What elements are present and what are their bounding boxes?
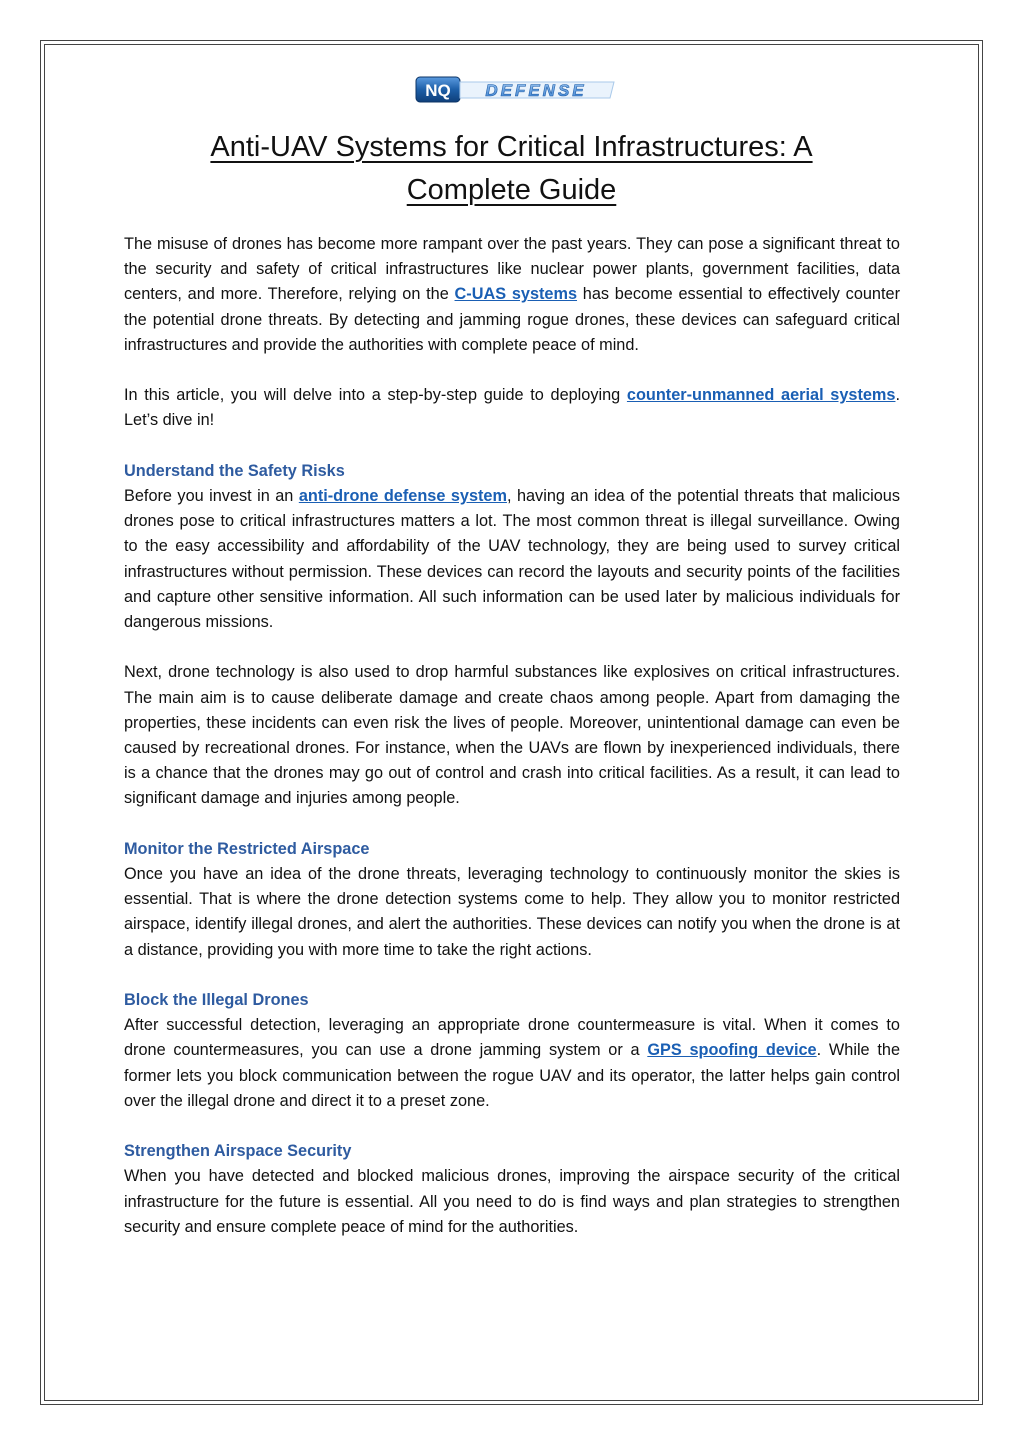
page-title xyxy=(120,126,903,212)
logo-word-text: DEFENSE xyxy=(485,81,587,100)
intro-p2-text-end: . Let’s dive in! xyxy=(124,386,900,430)
safety-risks-paragraph-2: Next, drone technology is also used to drop harmful substances like explosives on critical infrastructures. The main aim is to cause deliberate damage and create chaos among people. Apart from damaging the properties, these incidents can even risk the lives of people. Moreover, unintentional damage can even be caused by recreational drones. For instance, when the UAVs are flown by inexperienced individuals, there is a chance that the drones may go out of control and crash into critical facilities. As a result, it can lead to significant damage and injuries among people. xyxy=(124,663,900,808)
article-body xyxy=(124,232,900,1240)
title-line-2: Complete Guide xyxy=(406,174,617,206)
section-heading-safety-risks: Understand the Safety Risks xyxy=(124,461,345,480)
strengthen-security-paragraph: When you have detected and blocked malicious drones, improving the airspace security of the critical infrastructure for the future is essential. All you need to do is find ways and plan strategies to strengthen security and ensure complete peace of mind for the authorities. xyxy=(124,1167,900,1236)
safety-p1-text-end: , having an idea of the potential threats that malicious drones pose to critical infrastructures matters a lot. The most common threat is illegal surveillance. Owing to the easy accessibility and affordability of the UAV technology, they are being used to survey critical infrastructures without permission. These devices can record the layouts and security points of the facilities and capture other sensitive information. All such information can be used later by malicious individuals for dangerous missions. xyxy=(124,487,900,632)
monitor-airspace-paragraph: Once you have an idea of the drone threats, leveraging technology to continuously monitor the skies is essential. That is where the drone detection systems come to help. They allow you to monitor restricted airspace, identify illegal drones, and alert the authorities. These devices can notify you when the drone is at a distance, providing you with more time to take the right actions. xyxy=(124,865,900,959)
section-heading-strengthen-security: Strengthen Airspace Security xyxy=(124,1142,352,1161)
intro-p1-text: The misuse of drones has become more rampant over the past years. They can pose a significant threat to the security and safety of critical infrastructures like nuclear power plants, government facilities, data centers, and more. Therefore, relying on the xyxy=(124,235,900,304)
link-counter-unmanned-aerial-systems[interactable]: counter-unmanned aerial systems xyxy=(626,386,896,405)
intro-p2-text: In this article, you will delve into a step-by-step guide to deploying xyxy=(124,386,627,405)
safety-risks-paragraph-1 xyxy=(124,484,900,635)
block-p1-text: After successful detection, leveraging an appropriate drone countermeasure is vital. When it comes to drone countermeasures, you can use a drone jamming system or a xyxy=(124,1016,900,1060)
safety-p1-text: Before you invest in an xyxy=(124,487,299,505)
block-drones-paragraph xyxy=(124,1013,900,1114)
intro-p1-text-end: has become essential to effectively counter the potential drone threats. By detecting and jamming rogue drones, these devices can safeguard critical infrastructures and provide the authorities with complete peace of mind. xyxy=(124,285,900,354)
intro-paragraph-1 xyxy=(124,232,900,358)
link-gps-spoofing-device[interactable]: GPS spoofing device xyxy=(647,1041,817,1060)
link-c-uas-systems[interactable]: C-UAS systems xyxy=(454,285,578,304)
nq-defense-logo xyxy=(414,74,618,104)
logo-box-text: NQ xyxy=(425,81,451,100)
intro-paragraph-2 xyxy=(124,383,900,433)
title-line-1: Anti-UAV Systems for Critical Infrastructures: A xyxy=(210,131,813,163)
link-anti-drone-defense-system[interactable]: anti-drone defense system xyxy=(298,487,507,505)
section-heading-block-drones: Block the Illegal Drones xyxy=(124,991,309,1010)
section-heading-monitor-airspace: Monitor the Restricted Airspace xyxy=(124,839,370,858)
block-p1-text-end: . While the former lets you block communication between the rogue UAV and its operator, the latter helps gain control over the illegal drone and direct it to a preset zone. xyxy=(124,1041,900,1110)
